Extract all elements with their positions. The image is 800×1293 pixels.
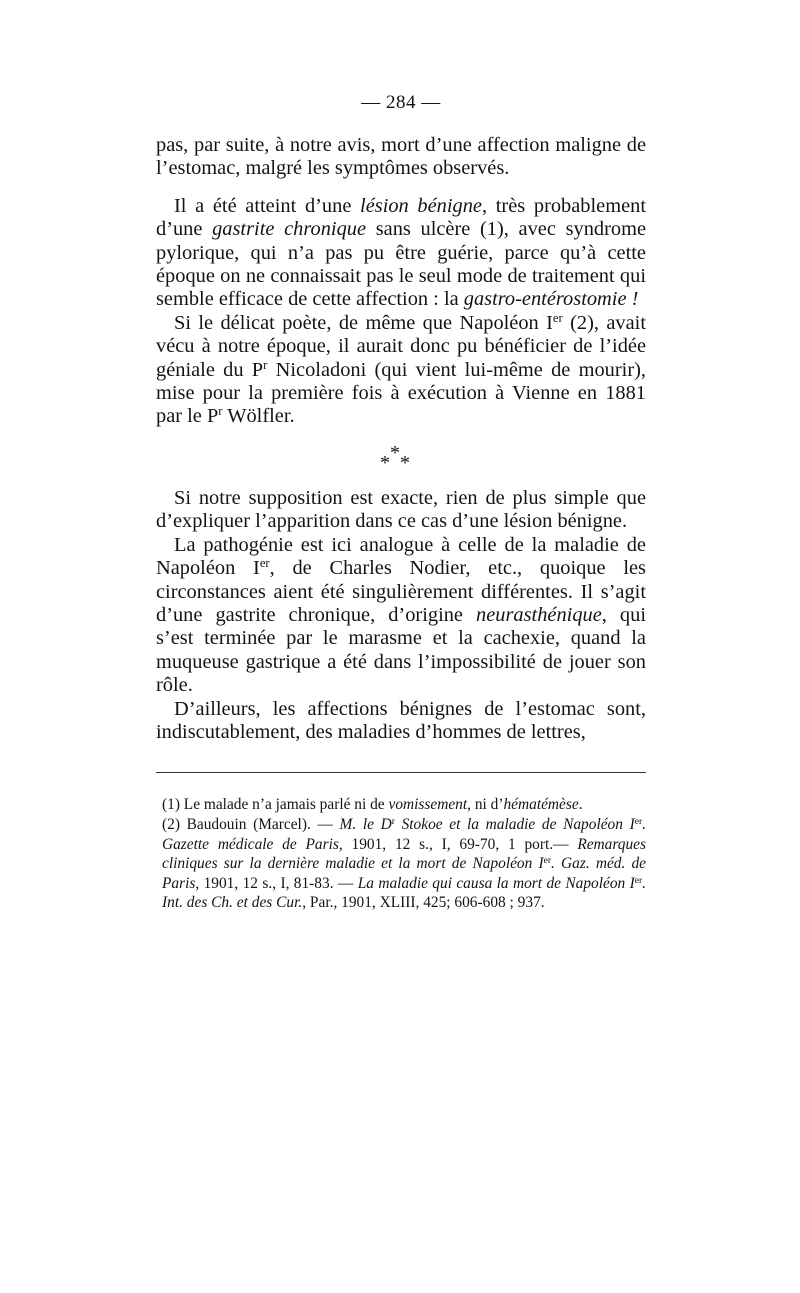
text-run: . [578, 796, 583, 814]
asterism-star: * [390, 441, 400, 464]
footnote-1 [162, 795, 646, 815]
text-run: , de Charles Nodier, etc., quoique les circonstances aient été singulièrement différentes. Il s’agit d’une gastrite chronique, d’origine [156, 557, 646, 626]
text-run: Il a été atteint d’une [174, 194, 361, 217]
text-run: sans ulcère (1), avec syndrome pylorique, qui n’a pas pu être guérie, parce qu’à cette époque on ne connaissait pas le seul mode de traitement qui semble efficace de cette affection : la [156, 218, 646, 311]
italic-term: lésion bénigne [360, 194, 482, 217]
italic-term: Stokoe et la maladie de Napoléon I [394, 815, 635, 833]
footnote-divider [156, 772, 646, 773]
text-run: , Par., 1901, XLIII, 425; 606-608 ; 937. [302, 894, 545, 912]
italic-term: neurasthénique [476, 603, 602, 626]
footnotes [162, 795, 646, 913]
text-run: La pathogénie est ici analogue à celle de la maladie de Napoléon I [156, 533, 646, 580]
italic-term: M. le D [339, 815, 392, 833]
text-run: (2), avait vécu à notre époque, il aurait donc pu bénéficier de l’idée géniale du P [156, 311, 646, 381]
italic-term: . Gaz. méd. de Paris [162, 855, 646, 892]
asterism-star: * [380, 451, 390, 474]
italic-term: Remarques cliniques sur la dernière maladie et la mort de Napoléon I [162, 835, 646, 873]
asterism-divider [156, 433, 646, 481]
paragraph-supposition: Si notre supposition est exacte, rien de plus simple que d’expliquer l’apparition dans ce cas d’une lésion bénigne. [156, 486, 646, 533]
italic-term: hématémèse [503, 796, 579, 814]
footnote-2 [162, 815, 646, 913]
superscript: r [218, 404, 223, 419]
superscript: r [263, 357, 268, 372]
italic-term: . Int. des Ch. et des Cur. [162, 874, 646, 912]
paragraph-lesion-benigne [156, 195, 646, 312]
text-run: , ni d’ [467, 796, 504, 814]
italic-term: . Gazette médicale de Paris [162, 815, 646, 853]
text-run: (1) Le malade n’a jamais parlé ni de [162, 796, 389, 814]
italic-term: vomissement [388, 796, 468, 814]
paragraph-pathogenie [156, 534, 646, 698]
text-run: (2) Baudouin (Marcel). — [162, 815, 340, 833]
book-page [156, 92, 646, 913]
superscript: er [552, 310, 563, 325]
superscript: er [259, 556, 270, 571]
text-run: , 1901, 12 s., I, 69-70, 1 port.— [338, 835, 578, 853]
italic-term: gastro-entérostomie ! [463, 288, 639, 311]
text-run: , qui s’est terminée par le marasme et la cachexie, quand la muqueuse gastrique a été dans l’impossibilité de jouer son rôle. [156, 603, 646, 697]
paragraph-poete [156, 312, 646, 429]
superscript: er [634, 815, 643, 827]
page-number: — 284 — [361, 92, 441, 113]
text-run: Nicoladoni (qui vient lui-même de mourir), mise pour la première fois à exécution à Vienne en 1881 par le P [156, 358, 646, 428]
paragraph-dailleurs: D’ailleurs, les affections bénignes de l’estomac sont, indiscutablement, des maladies d’hommes de lettres, [156, 697, 646, 743]
superscript: r [391, 815, 395, 827]
italic-term: La maladie qui causa la mort de Napoléon I [357, 874, 635, 892]
italic-term: gastrite chronique [212, 218, 367, 241]
text-run: Wölfler. [222, 405, 295, 428]
text-run: Si le délicat poète, de même que Napoléon I [174, 311, 553, 334]
text-run: , 1901, 12 s., I, 81-83. — [195, 874, 358, 892]
superscript: er [634, 874, 643, 886]
asterism-star: * [400, 451, 410, 474]
superscript: er [543, 854, 552, 866]
text-run: , très probablement d’une [156, 194, 646, 241]
paragraph-continuation: pas, par suite, à notre avis, mort d’une affection maligne de l’estomac, malgré les symptômes observés. [156, 134, 646, 180]
